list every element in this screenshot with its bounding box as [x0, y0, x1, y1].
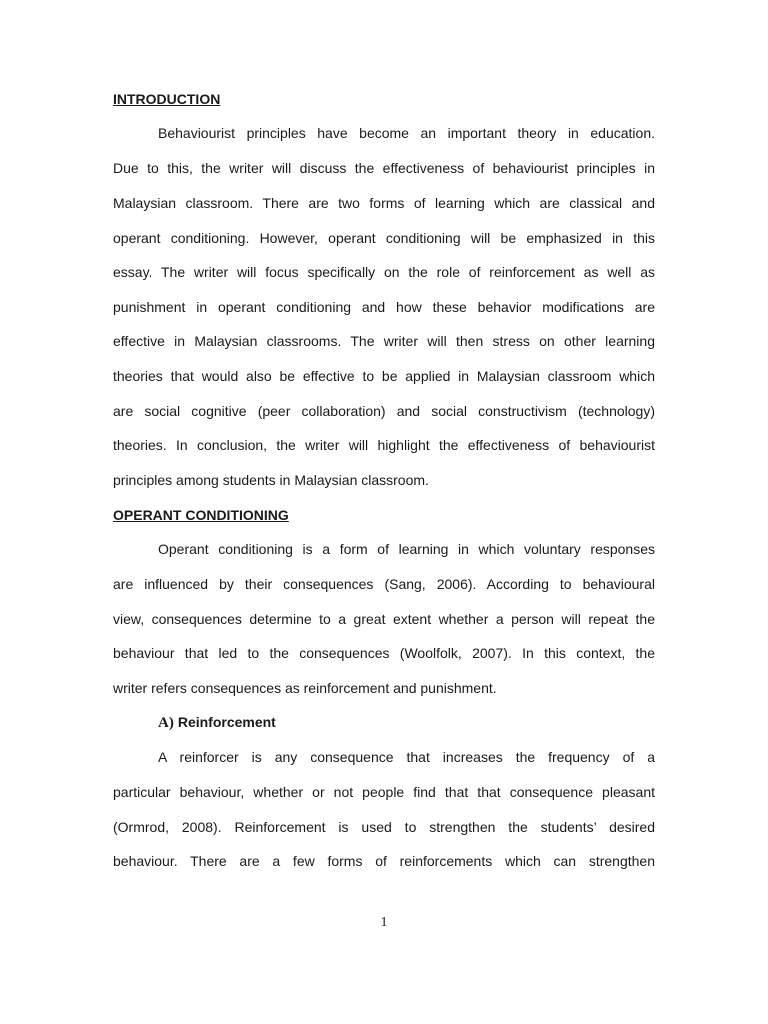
intro-line-10: theories. In conclusion, the writer will highlight the effectiveness of behaviourist: [113, 437, 655, 453]
reinforcement-line-2: particular behaviour, whether or not people find that that consequence pleasant: [113, 784, 655, 800]
subsection-heading-reinforcement: [158, 713, 276, 732]
operant-line-5: writer refers consequences as reinforcement and punishment.: [113, 680, 497, 696]
intro-line-11: principles among students in Malaysian classroom.: [113, 472, 429, 488]
reinforcement-line-3: (Ormrod, 2008). Reinforcement is used to strengthen the students’ desired: [113, 819, 655, 835]
intro-line-1: Behaviourist principles have become an important theory in education.: [158, 125, 655, 141]
operant-line-2: are influenced by their consequences (Sang, 2006). According to behavioural: [113, 576, 655, 592]
section-heading-operant-conditioning: OPERANT CONDITIONING: [113, 507, 289, 523]
reinforcement-line-1: A reinforcer is any consequence that increases the frequency of a: [158, 749, 655, 765]
intro-line-3: Malaysian classroom. There are two forms of learning which are classical and: [113, 195, 655, 211]
intro-line-7: effective in Malaysian classrooms. The writer will then stress on other learning: [113, 333, 655, 349]
operant-line-1: Operant conditioning is a form of learning in which voluntary responses: [158, 541, 655, 557]
section-heading-introduction: INTRODUCTION: [113, 91, 221, 107]
reinforcement-line-4: behaviour. There are a few forms of reinforcements which can strengthen: [113, 853, 655, 869]
intro-line-8: theories that would also be effective to be applied in Malaysian classroom which: [113, 368, 655, 384]
subsection-marker: A): [158, 715, 174, 731]
subsection-title: Reinforcement: [177, 714, 276, 730]
intro-line-9: are social cognitive (peer collaboration) and social constructivism (technology): [113, 403, 655, 419]
operant-line-3: view, consequences determine to a great extent whether a person will repeat the: [113, 611, 655, 627]
intro-line-2: Due to this, the writer will discuss the effectiveness of behaviourist principles in: [113, 160, 655, 176]
operant-line-4: behaviour that led to the consequences (Woolfolk, 2007). In this context, the: [113, 645, 655, 661]
intro-line-4: operant conditioning. However, operant conditioning will be emphasized in this: [113, 230, 655, 246]
intro-line-5: essay. The writer will focus specifically on the role of reinforcement as well as: [113, 264, 655, 280]
page-number: 1: [380, 915, 388, 930]
intro-line-6: punishment in operant conditioning and how these behavior modifications are: [113, 299, 655, 315]
